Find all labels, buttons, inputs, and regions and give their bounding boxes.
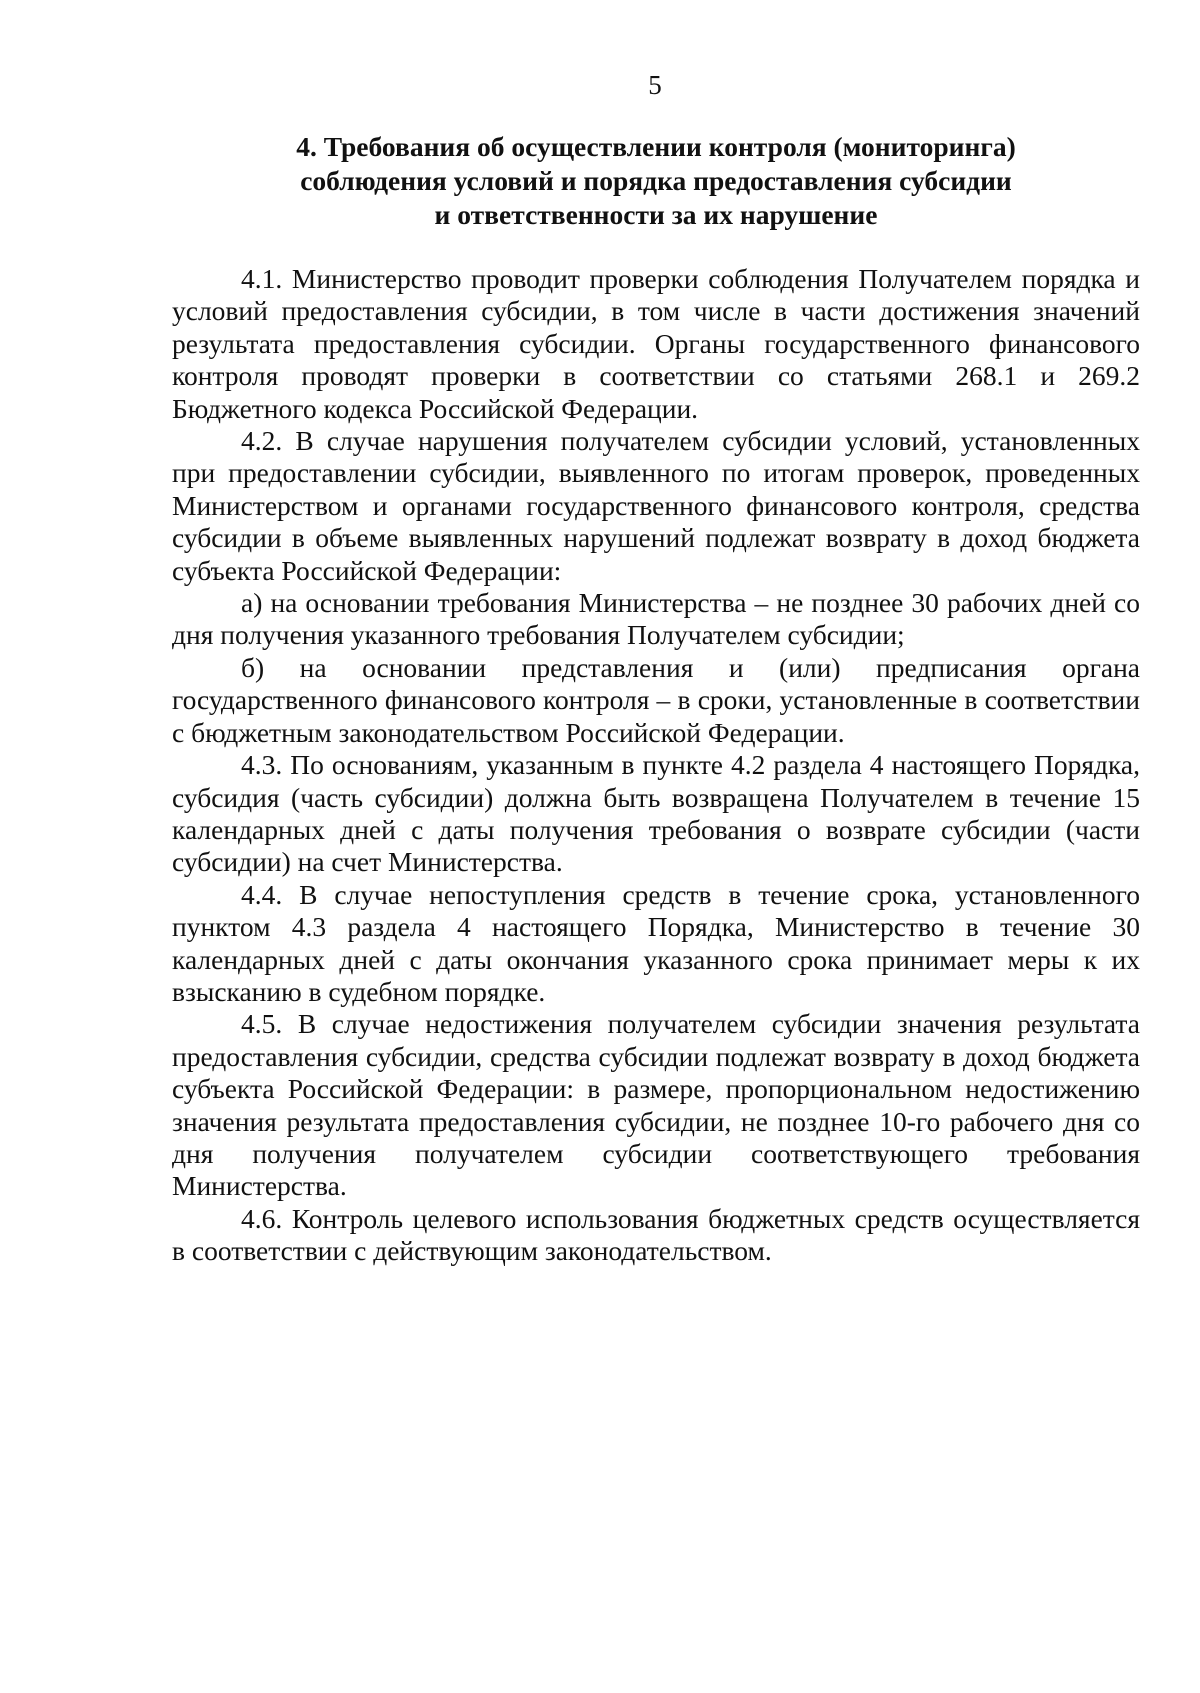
paragraph-4-2: 4.2. В случае нарушения получателем субсидии условий, установленных при предоставлении субсидии, выявленного по итогам проверок, проведенных Министерством и органами государственного финансового контроля, средства субсидии в объеме выявленных нарушений подлежат возврату в доход бюджета субъекта Российской Федерации: [172,425,1140,586]
section-heading [172,130,1140,232]
paragraph-4-6: 4.6. Контроль целевого использования бюджетных средств осуществляется в соответствии с действующим законодательством. [172,1202,1140,1267]
paragraph-4-3: 4.3. По основаниям, указанным в пункте 4.2 раздела 4 настоящего Порядка, субсидия (часть субсидии) должна быть возвращена Получателем в течение 15 календарных дней с даты получения требования о возврате субсидии (части субсидии) на счет Министерства. [172,749,1140,878]
heading-line-1: 4. Требования об осуществлении контроля (мониторинга) [296,131,1016,162]
paragraph-4-2-b: б) на основании представления и (или) предписания органа государственного финансового контроля – в сроки, установленные в соответствии с бюджетным законодательством Российской Федерации. [172,651,1140,748]
document-body [172,263,1140,1268]
paragraph-4-1: 4.1. Министерство проводит проверки соблюдения Получателем порядка и условий предоставления субсидии, в том числе в части достижения значений результата предоставления субсидии. Органы государственного финансового контроля проводят проверки в соответствии со статьями 268.1 и 269.2 Бюджетного кодекса Российской Федерации. [172,263,1140,424]
paragraph-4-5: 4.5. В случае недостижения получателем субсидии значения результата предоставления субсидии, средства субсидии подлежат возврату в доход бюджета субъекта Российской Федерации: в размере, пропорциональном недостижению значения результата предоставления субсидии, не позднее 10-го рабочего дня со дня получения получателем субсидии соответствующего требования Министерства. [172,1008,1140,1202]
paragraph-4-2-a: а) на основании требования Министерства – не позднее 30 рабочих дней со дня получения указанного требования Получателем субсидии; [172,587,1140,651]
paragraph-4-4: 4.4. В случае непоступления средств в течение срока, установленного пунктом 4.3 раздела 4 настоящего Порядка, Министерство в течение 30 календарных дней с даты окончания указанного срока принимает меры к их взысканию в судебном порядке. [172,878,1140,1007]
heading-line-2: соблюдения условий и порядка предоставления субсидии [300,165,1012,196]
page-number: 5 [648,70,662,100]
heading-line-3: и ответственности за их нарушение [434,199,878,230]
